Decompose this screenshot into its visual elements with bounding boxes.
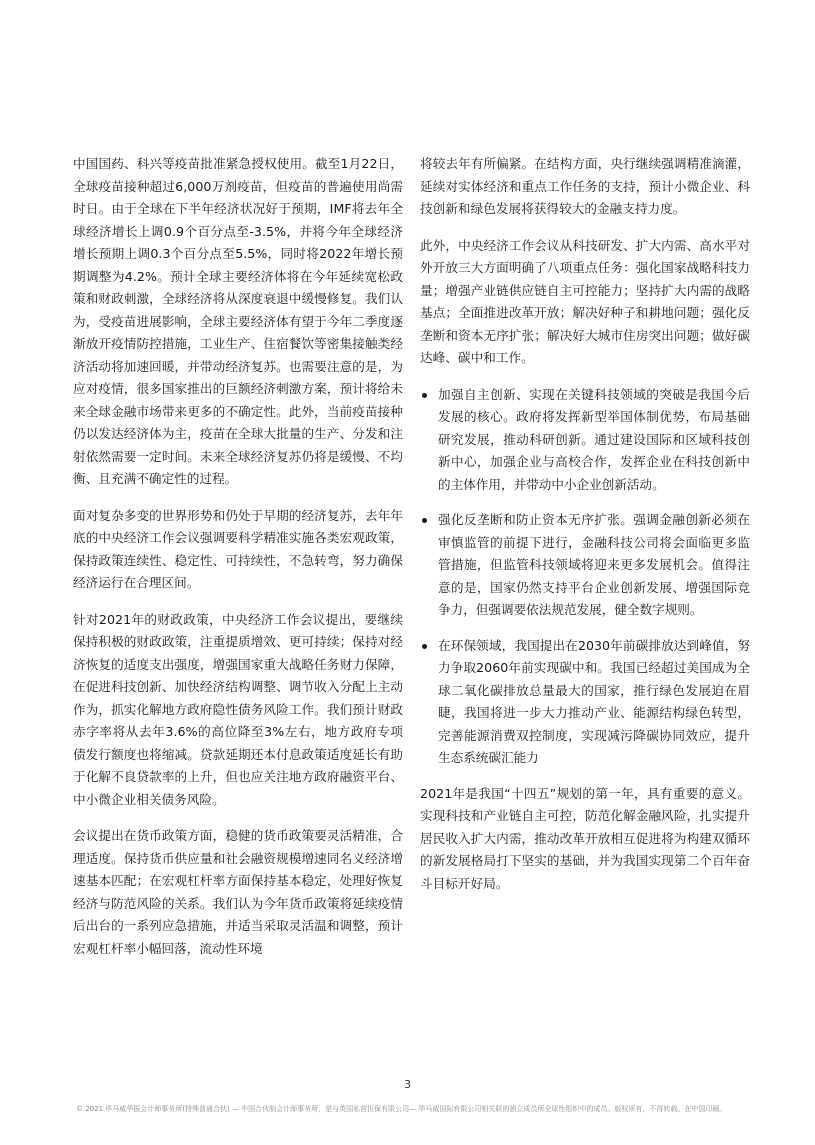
bullet-dot-icon	[422, 393, 427, 398]
paragraph-liquidity-structure: 将较去年有所偏紧。在结构方面，央行继续强调精准滴灌，延续对实体经济和重点工作任务的支持，预计小微企业、科技创新和绿色发展将获得较大的金融支持力度。	[420, 156, 750, 216]
page-number: 3	[404, 1078, 411, 1091]
bullet-text: 加强自主创新、实现在关键科技领域的突破是我国今后发展的核心。政府将发挥新型举国体制优势，布局基础研究发展，推动科研创新。通过建设国际和区域科技创新中心，加强企业与高校合作，发挥企业在科技创新中的主体作用，并带动中小企业创新活动。	[438, 386, 750, 492]
bullet-text: 强化反垄断和防止资本无序扩张。强调金融创新必须在审慎监管的前提下进行，金融科技公司将会面临更多监管措施，但监管科技领域将迎来更多发展机会。值得注意的是，国家仍然支持平台企业创新发展、增强国际竞争力，但强调要依法规范发展，健全数字规则。	[438, 512, 750, 617]
bullet-text: 在环保领域，我国提出在2030年前碳排放达到峰值，努力争取2060年前实现碳中和。我国已经超过美国成为全球二氧化碳排放总量最大的国家，推行绿色发展迫在眉睫，我国将进一步大力推动产业、能源结构绿色转型，完善能源消费双控制度，实现减污降碳协同效应，提升生态系统碳汇能力	[438, 637, 750, 765]
right-column	[420, 153, 750, 909]
paragraph-14th-five-year-plan: 2021年是我国“十四五”规划的第一年，具有重要的意义。实现科技和产业链自主可控，防范化解金融风险，扎实提升居民收入扩大内需，推动改革开放相互促进将为构建双循环的新发展格局打下坚实的基础，并为我国实现第二个百年奋斗目标开好局。	[420, 785, 750, 891]
key-tasks-bullet-list	[420, 384, 750, 770]
bullet-item-innovation	[420, 384, 750, 497]
paragraph-macro-policy: 面对复杂多变的世界形势和仍处于早期的经济复苏，去年年底的中央经济工作会议强调要科学精准实施各类宏观政策，保持政策连续性、稳定性、可持续性，不急转弯，努力确保经济运行在合理区间。	[73, 507, 403, 590]
bullet-item-environment	[420, 635, 750, 770]
paragraph-monetary-policy: 会议提出在货币政策方面，稳健的货币政策要灵活精准，合理适度。保持货币供应量和社会融资规模增速同名义经济增速基本匹配；在宏观杠杆率方面保持基本稳定，处理好恢复经济与防范风险的关系。我们认为今年货币政策将延续疫情后出台的一系列应急措施，并适当采取灵活温和调整，预计宏观杠杆率小幅回落，流动性环境	[73, 828, 403, 956]
left-column	[73, 153, 403, 974]
paragraph-vaccine-global-economy: 中国国药、科兴等疫苗批准紧急授权使用。截至1月22日，全球疫苗接种超过6,000万剂疫苗，但疫苗的普遍使用尚需时日。由于全球在下半年经济状况好于预期，IMF将去年全球经济增长上调0.9个百分点至-3.5%，并将今年全球经济增长预期上调0.3个百分点至5.5%，同时将2022年增长预期调整为4.2%。预计全球主要经济体将在今年延续宽松政策和财政刺激，全球经济将从深度衰退中缓慢修复。我们认为，受疫苗进展影响，全球主要经济体有望于今年二季度逐渐放开疫情防控措施，工业生产、住宿餐饮等密集接触类经济活动将加速回暖，并带动经济复苏。也需要注意的是，为应对疫情，很多国家推出的巨额经济刺激方案，预计将给未来全球金融市场带来更多的不确定性。此外，当前疫苗接种仍以发达经济体为主，疫苗在全球大批量的生产、分发和注射依然需要一定时间。未来全球经济复苏仍将是缓慢、不均衡、且充满不确定性的过程。	[73, 156, 403, 486]
paragraph-eight-key-tasks: 此外，中央经济工作会议从科技研发、扩大内需、高水平对外开放三大方面明确了八项重点任务：强化国家战略科技力量；增强产业链供应链自主可控能力；坚持扩大内需的战略基点；全面推进改革开放；解决好种子和耕地问题；强化反垄断和资本无序扩张；解决好大城市住房突出问题；做好碳达峰、碳中和工作。	[420, 237, 750, 365]
bullet-dot-icon	[422, 518, 427, 523]
copyright-footer: © 2021 毕马威华振会计师事务所(特殊普通合伙) — 中国合伙制会计师事务所，是与英国私营担保有限公司— 毕马威国际有限公司相关联的独立成员所全球性组织中的成员。版权所有，不得转载。在中国印刷。	[76, 1105, 727, 1113]
bullet-item-antitrust	[420, 509, 750, 622]
paragraph-fiscal-policy: 针对2021年的财政政策，中央经济工作会议提出，要继续保持积极的财政政策，注重提质增效、更可持续；保持对经济恢复的适度支出强度，增强国家重大战略任务财力保障，在促进科技创新、加快经济结构调整、调节收入分配上主动作为，抓实化解地方政府隐性债务风险工作。我们预计财政赤字率将从去年3.6%的高位降至3%左右，地方政府专项债发行额度也将缩减。贷款延期还本付息政策适度延长有助于化解不良贷款率的上升，但也应关注地方政府融资平台、中小微企业相关债务风险。	[73, 611, 403, 807]
bullet-dot-icon	[422, 644, 427, 649]
